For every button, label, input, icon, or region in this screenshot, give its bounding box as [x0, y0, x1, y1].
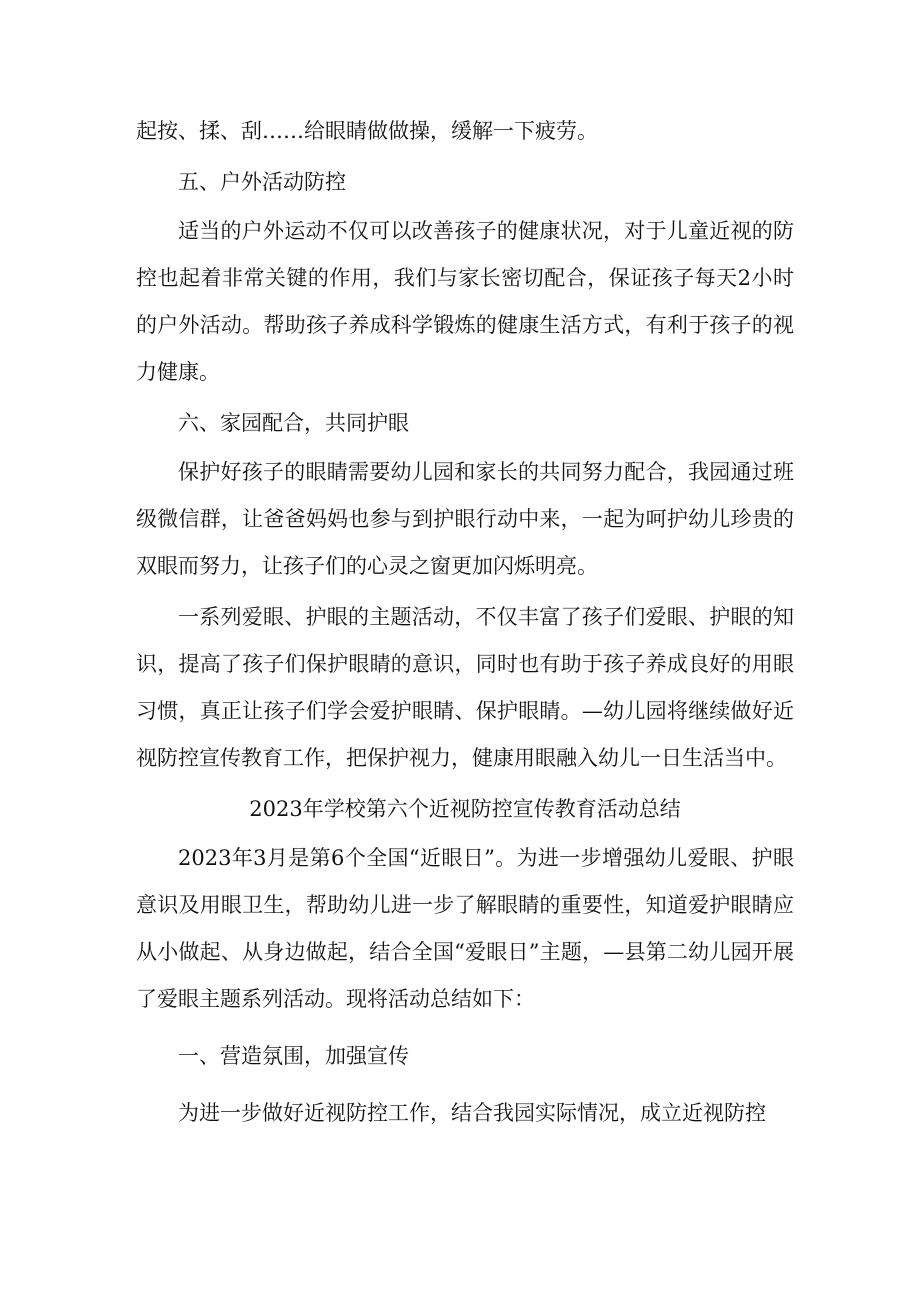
section-one-heading: 一、营造氛围，加强宣传 — [178, 1044, 409, 1068]
section-one-paragraph: 为进一步做好近视防控工作，结合我园实际情况，成立近视防控 — [178, 1101, 766, 1125]
conclusion-paragraph: 一系列爱眼、护眼的主题活动，不仅丰富了孩子们爱眼、护眼的知识，提高了孩子们保护眼睛的意识，同时也有助于孩子养成良好的用眼习惯，真正让孩子们学会爱护眼睛、保护眼睛。—幼儿园将继续做好近视防控宣传教育工作，把保护视力，健康用眼融入幼儿一日生活当中。 — [136, 605, 794, 770]
section-six-heading: 六、家园配合，共同护眼 — [178, 411, 409, 435]
document-body — [136, 108, 794, 1137]
intro-paragraph: 2023年3月是第6个全国“近眼日”。为进一步增强幼儿爱眼、护眼意识及用眼卫生，帮助幼儿进一步了解眼睛的重要性，知道爱护眼睛应从小做起、从身边做起，结合全国“爱眼日”主题，—县第二幼儿园开展了爱眼主题系列活动。现将活动总结如下： — [136, 846, 794, 1011]
section-five-heading: 五、户外活动防控 — [178, 170, 346, 194]
continuation-paragraph: 起按、揉、刮……给眼睛做做操，缓解一下疲劳。 — [136, 119, 598, 143]
document-title: 2023年学校第六个近视防控宣传教育活动总结 — [249, 797, 681, 821]
section-six-paragraph: 保护好孩子的眼睛需要幼儿园和家长的共同努力配合，我园通过班级微信群，让爸爸妈妈也参与到护眼行动中来，一起为呵护幼儿珍贵的双眼而努力，让孩子们的心灵之窗更加闪烁明亮。 — [136, 460, 794, 578]
section-five-paragraph: 适当的户外运动不仅可以改善孩子的健康状况，对于儿童近视的防控也起着非常关键的作用，我们与家长密切配合，保证孩子每天2小时的户外活动。帮助孩子养成科学锻炼的健康生活方式，有利于孩子的视力健康。 — [136, 219, 794, 384]
